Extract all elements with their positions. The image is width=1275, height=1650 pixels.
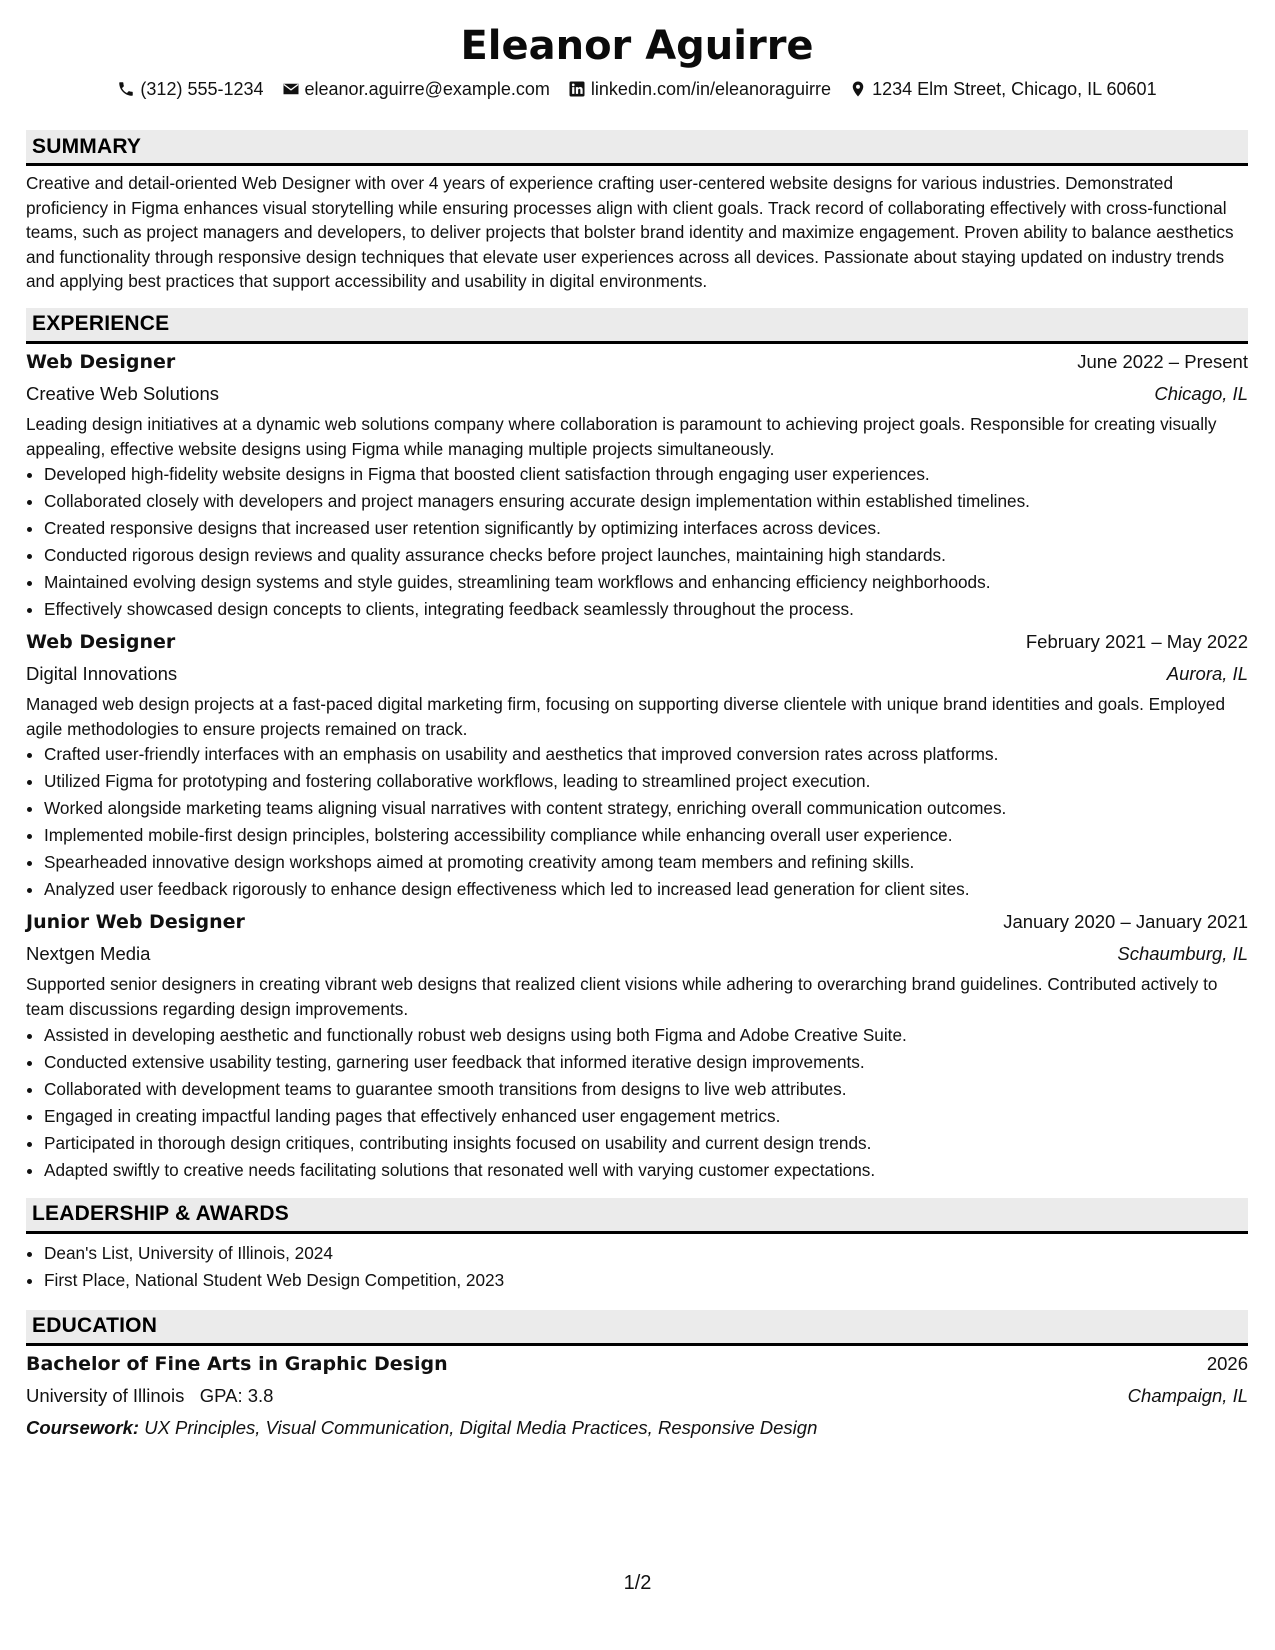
- job-dates: June 2022 – Present: [1077, 350, 1248, 372]
- resume-page: [26, 20, 1248, 1444]
- job-header: [26, 626, 1248, 658]
- experience-section: [26, 308, 1248, 1184]
- list-item: • Implemented mobile-first design principles, bolstering accessibility compliance while enhancing overall user experience.: [44, 822, 1248, 849]
- job-location: Aurora, IL: [1166, 663, 1248, 685]
- job-title: Web Designer: [26, 350, 176, 373]
- job-description: Managed web design projects at a fast-paced digital marketing firm, focusing on supporting diverse clientele with unique brand identities and goals. Employed agile methodologies to ensure projects remained on track.: [26, 694, 1226, 739]
- contact-email[interactable]: [282, 79, 550, 100]
- list-item: • Crafted user-friendly interfaces with an emphasis on usability and aesthetics that improved conversion rates across platforms.: [44, 741, 1248, 768]
- awards-heading: LEADERSHIP & AWARDS: [26, 1198, 1248, 1234]
- contact-phone[interactable]: [117, 79, 263, 100]
- job-subheader: [26, 378, 1248, 410]
- job-title: Junior Web Designer: [26, 911, 245, 934]
- contact-linkedin[interactable]: [568, 79, 831, 100]
- address-text: 1234 Elm Street, Chicago, IL 60601: [872, 78, 1157, 99]
- degree: Bachelor of Fine Arts in Graphic Design: [26, 1352, 448, 1375]
- candidate-name: Eleanor Aguirre: [460, 23, 814, 69]
- job-bullets: [26, 741, 1248, 903]
- list-item: • Engaged in creating impactful landing pages that effectively enhanced user engagement metrics.: [44, 1103, 1248, 1130]
- school-line: [26, 1380, 273, 1412]
- contact-address: [849, 79, 1157, 100]
- list-item: • Dean's List, University of Illinois, 2024: [44, 1240, 1248, 1267]
- job-subheader: [26, 658, 1248, 690]
- email-text: eleanor.aguirre@example.com: [304, 78, 550, 99]
- gpa: GPA: 3.8: [199, 1384, 274, 1406]
- list-item: • Participated in thorough design critiques, contributing insights focused on usability and current design trends.: [44, 1130, 1248, 1157]
- page-number: 1/2: [623, 1572, 652, 1594]
- job-description: Leading design initiatives at a dynamic web solutions company where collaboration is paramount to achieving project goals. Responsible for creating visually appealing, effective website designs using Figma while managing multiple projects simultaneously.: [26, 413, 1217, 459]
- job-dates: February 2021 – May 2022: [1025, 631, 1248, 653]
- coursework-text: UX Principles, Visual Communication, Digital Media Practices, Responsive Design: [144, 1416, 818, 1438]
- graduation-year: 2026: [1206, 1352, 1248, 1374]
- list-item: • Effectively showcased design concepts to clients, integrating feedback seamlessly throughout the process.: [44, 596, 1248, 623]
- job-company: Creative Web Solutions: [26, 382, 219, 404]
- school-name: University of Illinois: [26, 1384, 185, 1406]
- education-section: [26, 1310, 1248, 1444]
- summary-text: Creative and detail-oriented Web Designer with over 4 years of experience crafting user-centered website designs for various industries. Demonstrated proficiency in Figma enhances visual storytelling while ensuring processes align with client goals. Track record of collaborating effectively with cross-functional teams, such as project managers and developers, to deliver projects that bolster brand identity and maximize engagement. Proven ability to balance aesthetics and functionality through responsive design techniques that elevate user experiences across all devices. Passionate about staying updated on industry trends and applying best practices that support accessibility and usability in digital environments.: [26, 173, 1234, 292]
- job-entry: [26, 346, 1248, 623]
- awards-section: [26, 1198, 1248, 1294]
- linkedin-text: linkedin.com/in/eleanoraguirre: [590, 78, 832, 99]
- list-item: • Conducted rigorous design reviews and quality assurance checks before project launches, maintaining high standards.: [44, 542, 1248, 569]
- job-header: [26, 906, 1248, 938]
- summary-section: [26, 130, 1248, 294]
- job-description: Supported senior designers in creating vibrant web designs that realized client visions while adhering to overarching brand guidelines. Contributed actively to team discussions regarding design improvements.: [26, 974, 1218, 1019]
- list-item: • Assisted in developing aesthetic and functionally robust web designs using both Figma and Adobe Creative Suite.: [44, 1022, 1248, 1049]
- list-item: • Collaborated closely with developers and project managers ensuring accurate design implementation within established timelines.: [44, 488, 1248, 515]
- contact-bar: [26, 76, 1248, 102]
- job-location: Schaumburg, IL: [1117, 943, 1248, 965]
- summary-heading: SUMMARY: [26, 130, 1248, 166]
- school-location: Champaign, IL: [1127, 1384, 1248, 1406]
- coursework-label: Coursework:: [26, 1416, 140, 1438]
- job-title: Web Designer: [26, 631, 176, 654]
- job-header: [26, 346, 1248, 378]
- job-company: Digital Innovations: [26, 663, 178, 685]
- map-pin-icon: [849, 80, 867, 98]
- list-item: • Created responsive designs that increased user retention significantly by optimizing interfaces across devices.: [44, 515, 1248, 542]
- education-header: [26, 1348, 1248, 1380]
- list-item: • Developed high-fidelity website designs in Figma that boosted client satisfaction through engaging user experiences.: [44, 461, 1248, 488]
- list-item: • Maintained evolving design systems and style guides, streamlining team workflows and enhancing efficiency neighborhoods.: [44, 569, 1248, 596]
- list-item: • First Place, National Student Web Design Competition, 2023: [44, 1267, 1248, 1294]
- education-heading: EDUCATION: [26, 1310, 1248, 1346]
- list-item: • Worked alongside marketing teams aligning visual narratives with content strategy, enriching overall communication outcomes.: [44, 795, 1248, 822]
- envelope-icon: [282, 80, 300, 98]
- phone-icon: [117, 80, 135, 98]
- list-item: • Conducted extensive usability testing, garnering user feedback that informed iterative design improvements.: [44, 1049, 1248, 1076]
- job-entry: [26, 626, 1248, 903]
- list-item: • Spearheaded innovative design workshops aimed at promoting creativity among team members and refining skills.: [44, 849, 1248, 876]
- list-item: • Analyzed user feedback rigorously to enhance design effectiveness which led to increased lead generation for client sites.: [44, 876, 1248, 903]
- job-bullets: [26, 1022, 1248, 1184]
- list-item: • Utilized Figma for prototyping and fostering collaborative workflows, leading to streamlined project execution.: [44, 768, 1248, 795]
- job-entry: [26, 906, 1248, 1183]
- list-item: • Collaborated with development teams to guarantee smooth transitions from designs to live web attributes.: [44, 1076, 1248, 1103]
- phone-text: (312) 555-1234: [140, 78, 264, 99]
- job-subheader: [26, 938, 1248, 970]
- awards-list: [26, 1240, 1248, 1294]
- job-company: Nextgen Media: [26, 943, 151, 965]
- list-item: • Adapted swiftly to creative needs facilitating solutions that resonated well with varying customer expectations.: [44, 1157, 1248, 1184]
- job-dates: January 2020 – January 2021: [1003, 911, 1248, 933]
- linkedin-icon: [568, 80, 586, 98]
- education-subheader: [26, 1380, 1248, 1412]
- job-bullets: [26, 461, 1248, 623]
- job-location: Chicago, IL: [1154, 382, 1248, 404]
- coursework-line: [26, 1412, 1248, 1444]
- experience-heading: EXPERIENCE: [26, 308, 1248, 344]
